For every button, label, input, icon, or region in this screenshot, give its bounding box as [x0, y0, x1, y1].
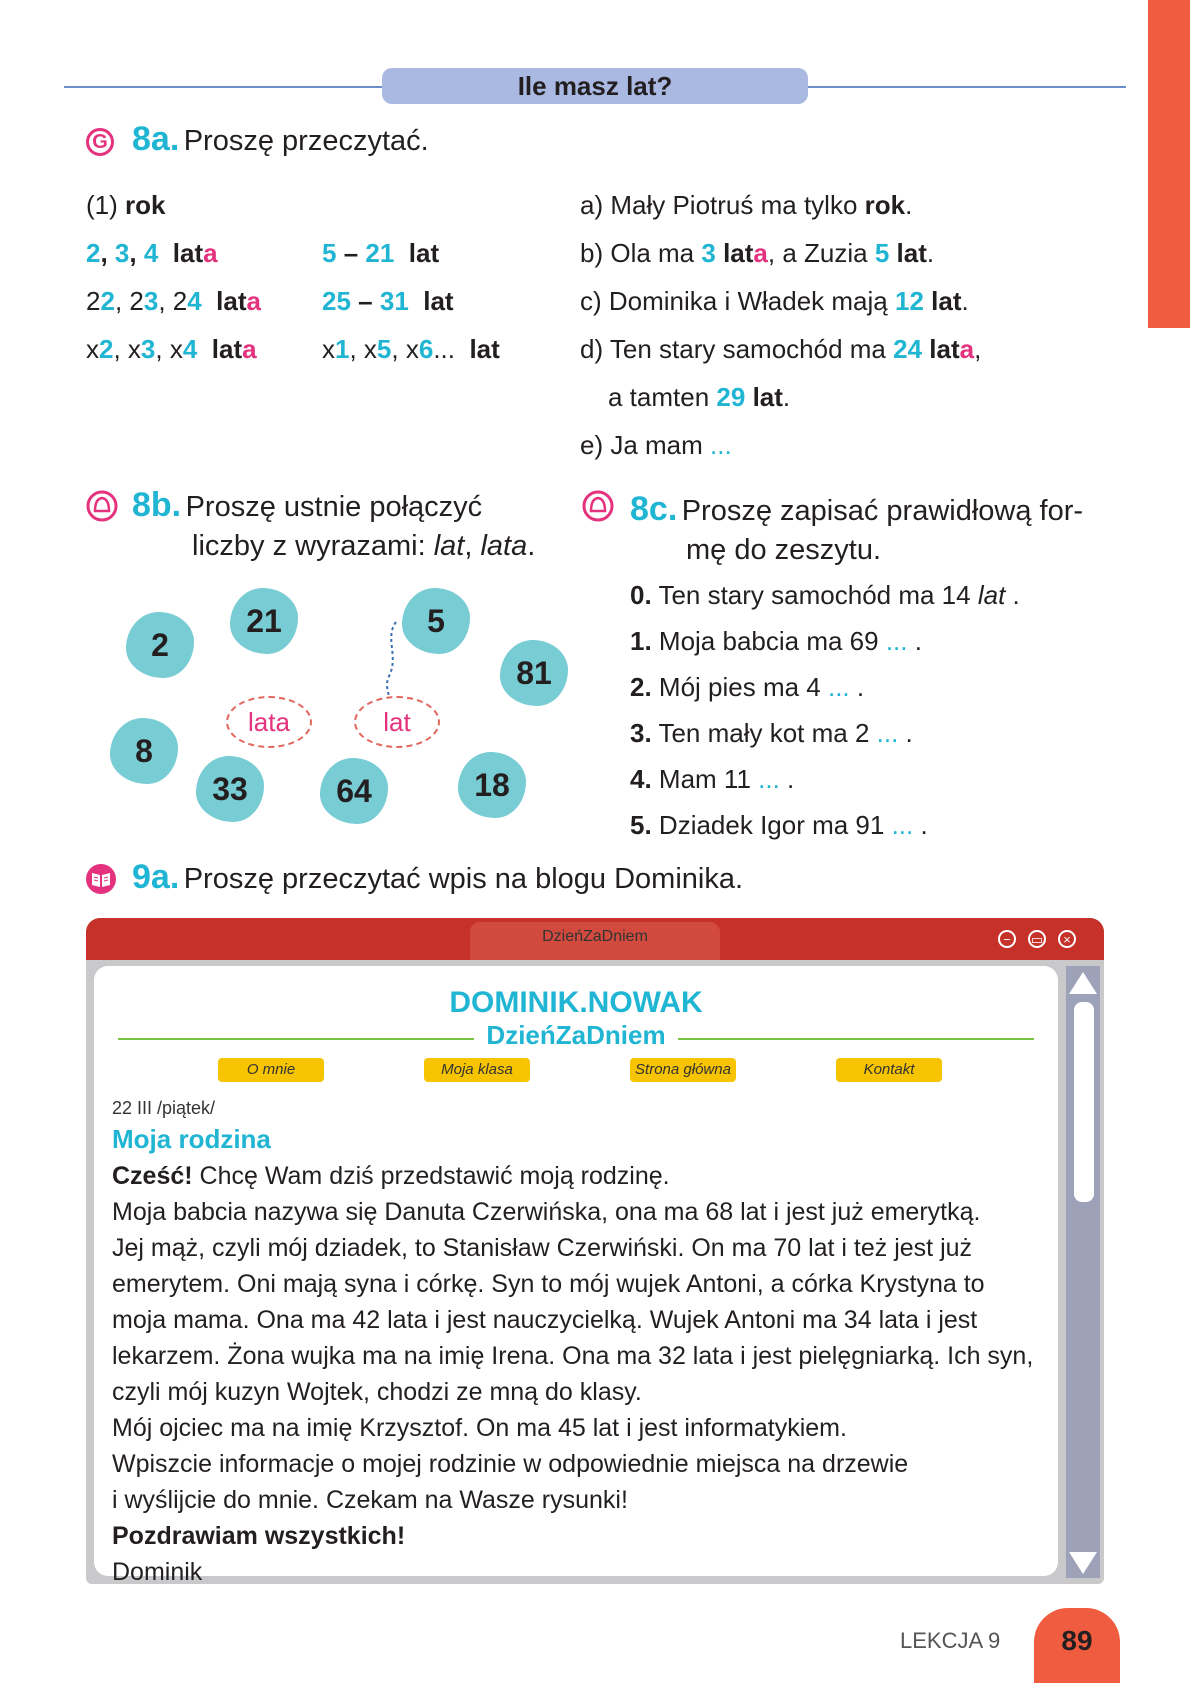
example-a: a) Mały Piotruś ma tylko rok.	[580, 190, 913, 220]
section-title: Ile masz lat?	[382, 68, 808, 104]
minimize-icon[interactable]: −	[998, 930, 1016, 948]
grammar-icon: G	[86, 128, 114, 156]
scroll-down-icon[interactable]	[1069, 1552, 1097, 1574]
example-e: e) Ja mam ...	[580, 430, 732, 460]
rule-rok: (1) rok	[86, 190, 166, 220]
post-line: Mój ojciec ma na imię Krzysztof. On ma 45 lat i jest informatykiem.	[112, 1414, 847, 1442]
side-accent-bar	[1148, 0, 1190, 328]
exercise-8c-instruction-line2: mę do zeszytu.	[686, 534, 882, 566]
exercise-instruction: Proszę przeczytać wpis na blogu Dominika.	[183, 863, 744, 895]
maximize-icon[interactable]: ▭	[1028, 930, 1046, 948]
exercise-instruction: Proszę ustnie połączyć	[185, 491, 483, 523]
post-line: i wyślijcie do mnie. Czekam na Wasze rysunki!	[112, 1486, 628, 1514]
number-blob[interactable]: 81	[500, 640, 568, 706]
task-item-3: 3. Ten mały kot ma 2 ... .	[630, 718, 913, 748]
writing-icon	[582, 490, 614, 527]
post-line: Cześć! Chcę Wam dziś przedstawić moją rodzinę.	[112, 1162, 670, 1190]
example-c: c) Dominika i Władek mają 12 lat.	[580, 286, 969, 316]
rule-x2-x3-x4: x2, x3, x4 lata	[86, 334, 257, 364]
task-item-5: 5. Dziadek Igor ma 91 ... .	[630, 810, 928, 840]
site-title: DOMINIK.NOWAK	[449, 986, 703, 1019]
post-line: lekarzem. Żona wujka ma na imię Irena. Ona ma 32 lata i jest pielęgniarką. Ich syn,	[112, 1342, 1034, 1370]
nav-contact-button[interactable]: Kontakt	[836, 1058, 942, 1082]
rule-5-21: 5 – 21 lat	[322, 238, 440, 268]
site-subtitle-wrap	[94, 1020, 1058, 1051]
blog-window	[86, 918, 1104, 1584]
rule-25-31: 25 – 31 lat	[322, 286, 454, 316]
exercise-9a-heading	[132, 858, 743, 897]
exercise-instruction: Proszę przeczytać.	[183, 125, 429, 157]
post-line: czyli mój kuzyn Wojtek, chodzi ze mną do klasy.	[112, 1378, 642, 1406]
post-line: moja mama. Ona ma 42 lata i jest nauczycielką. Wujek Antoni ma 34 lata i jest	[112, 1306, 978, 1334]
blog-content	[94, 966, 1058, 1586]
number-blob[interactable]: 18	[458, 752, 526, 818]
number-blob[interactable]: 5	[402, 588, 470, 654]
number-blob[interactable]: 8	[110, 718, 178, 784]
number-blob[interactable]: 64	[320, 758, 388, 824]
number-blob[interactable]: 21	[230, 588, 298, 654]
example-d: d) Ten stary samochód ma 24 lata,	[580, 334, 982, 364]
nav-about-button[interactable]: O mnie	[218, 1058, 324, 1082]
task-item-0: 0. Ten stary samochód ma 14 lat .	[630, 580, 1020, 610]
post-closing: Pozdrawiam wszystkich!	[112, 1522, 406, 1550]
exercise-number: 8b.	[132, 486, 182, 524]
task-item-4: 4. Mam 11 ... .	[630, 764, 795, 794]
exercise-number: 8c.	[630, 490, 678, 528]
scroll-up-icon[interactable]	[1069, 972, 1097, 994]
post-greeting: Cześć!	[112, 1162, 193, 1190]
lesson-label: LEKCJA 9	[900, 1628, 1001, 1653]
speaking-icon	[86, 490, 118, 527]
example-d-continued: a tamten 29 lat.	[608, 382, 791, 412]
rule-22-23-24: 22, 23, 24 lata	[86, 286, 261, 316]
word-oval-lata[interactable]: lata	[226, 696, 312, 748]
exercise-number: 9a.	[132, 858, 180, 896]
post-date: 22 III /piątek/	[112, 1098, 216, 1118]
post-line: Jej mąż, czyli mój dziadek, to Stanisław Czerwiński. On ma 70 lat i też jest już	[112, 1234, 973, 1262]
post-line: Moja babcia nazywa się Danuta Czerwińska, ona ma 68 lat i jest już emerytką.	[112, 1198, 981, 1226]
post-line: Wpiszcie informacje o mojej rodzinie w odpowiednie miejsca na drzewie	[112, 1450, 909, 1478]
exercise-instruction: Proszę zapisać prawidłową for-	[681, 495, 1084, 527]
exercise-number: 8a.	[132, 120, 180, 158]
nav-home-button[interactable]: Strona główna	[630, 1058, 736, 1082]
exercise-8b-instruction-line2: liczby z wyrazami: lat, lata.	[192, 530, 536, 562]
exercise-8a-heading	[132, 120, 429, 159]
page-number: 89	[1034, 1608, 1120, 1683]
rule-2-3-4: 2, 3, 4 lata	[86, 238, 218, 268]
window-title: DzieńZaDniem	[542, 928, 648, 945]
word-oval-lat[interactable]: lat	[354, 696, 440, 748]
exercise-8b-heading	[132, 486, 482, 525]
number-blob[interactable]: 2	[126, 612, 194, 678]
task-item-1: 1. Moja babcia ma 69 ... .	[630, 626, 922, 656]
post-signature: Dominik	[112, 1558, 203, 1586]
close-icon[interactable]: ×	[1058, 930, 1076, 948]
example-b: b) Ola ma 3 lata, a Zuzia 5 lat.	[580, 238, 935, 268]
reading-book-icon	[84, 862, 118, 901]
number-blob[interactable]: 33	[196, 756, 264, 822]
scrollbar-thumb[interactable]	[1074, 1002, 1094, 1202]
exercise-8c-heading	[630, 490, 1083, 529]
task-item-2: 2. Mój pies ma 4 ... .	[630, 672, 865, 702]
rule-x1-x5-x6: x1, x5, x6... lat	[322, 334, 500, 364]
post-line: emerytem. Oni mają syna i córkę. Syn to mój wujek Antoni, a córka Krystyna to	[112, 1270, 985, 1298]
site-subtitle: DzieńZaDniem	[474, 1020, 677, 1050]
nav-class-button[interactable]: Moja klasa	[424, 1058, 530, 1082]
post-title: Moja rodzina	[112, 1124, 271, 1154]
